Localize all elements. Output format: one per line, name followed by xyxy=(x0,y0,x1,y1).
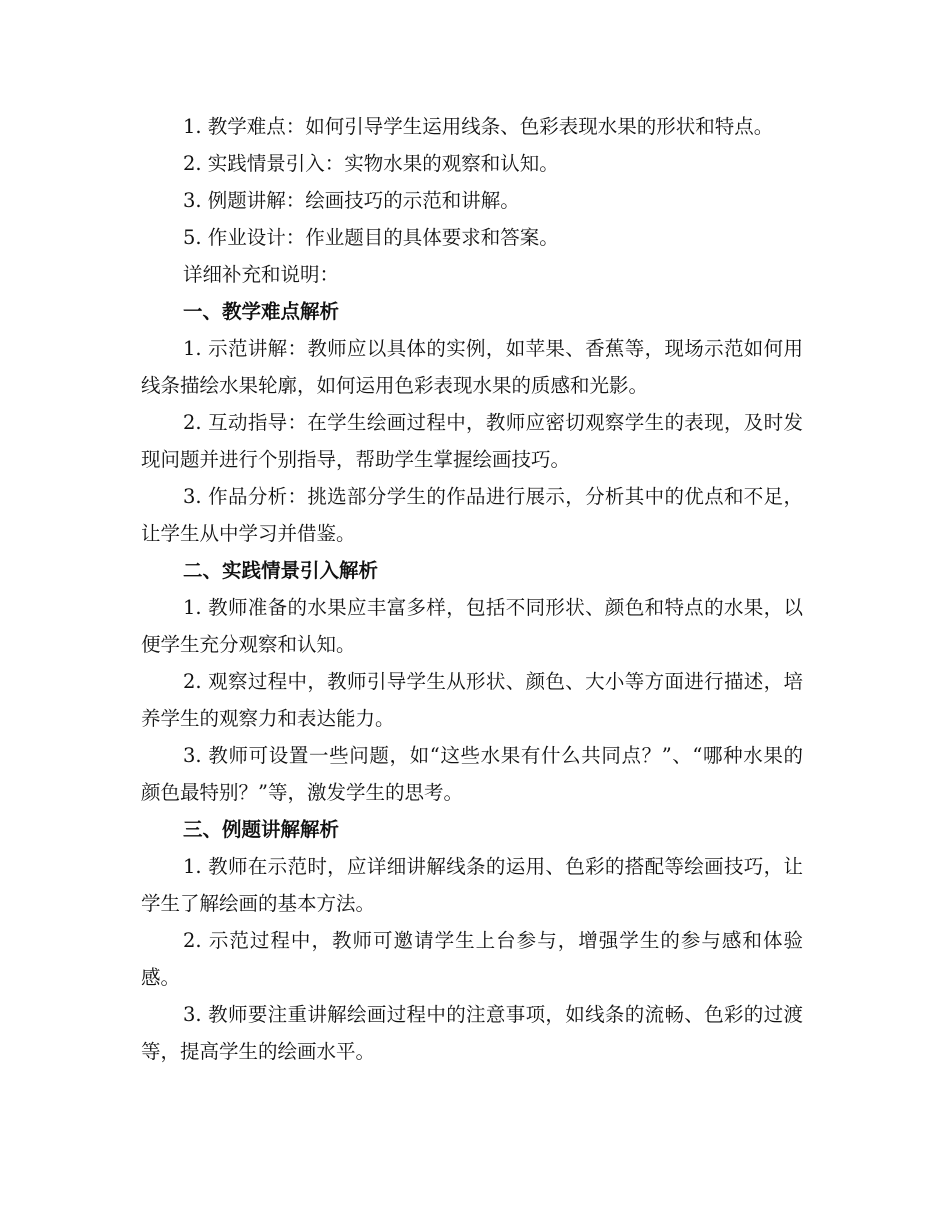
section-item: 1. 教师在示范时，应详细讲解线条的运用、色彩的搭配等绘画技巧，让学生了解绘画的基本方法。 xyxy=(141,855,803,915)
section-heading-example: 三、例题讲解解析 xyxy=(183,818,340,841)
section-item: 3. 教师要注重讲解绘画过程中的注意事项，如线条的流畅、色彩的过渡等，提高学生的绘画水平。 xyxy=(141,1003,803,1063)
section-item: 2. 互动指导：在学生绘画过程中，教师应密切观察学生的表现，及时发现问题并进行个别指导，帮助学生掌握绘画技巧。 xyxy=(141,411,803,471)
section-item: 1. 示范讲解：教师应以具体的实例，如苹果、香蕉等，现场示范如何用线条描绘水果轮廓，如何运用色彩表现水果的质感和光影。 xyxy=(141,337,803,397)
section-heading-practice: 二、实践情景引入解析 xyxy=(183,559,379,582)
document-body xyxy=(141,108,803,1070)
section-item: 3. 教师可设置一些问题，如“这些水果有什么共同点？”、“哪种水果的颜色最特别？”等，激发学生的思考。 xyxy=(141,744,803,804)
section-item: 2. 观察过程中，教师引导学生从形状、颜色、大小等方面进行描述，培养学生的观察力和表达能力。 xyxy=(141,670,803,730)
supplement-label: 详细补充和说明： xyxy=(183,263,340,286)
section-item: 3. 作品分析：挑选部分学生的作品进行展示，分析其中的优点和不足，让学生从中学习并借鉴。 xyxy=(141,485,803,545)
intro-item-difficulty: 1. 教学难点：如何引导学生运用线条、色彩表现水果的形状和特点。 xyxy=(183,115,774,138)
intro-item-example: 3. 例题讲解：绘画技巧的示范和讲解。 xyxy=(183,189,520,212)
section-item: 1. 教师准备的水果应丰富多样，包括不同形状、颜色和特点的水果，以便学生充分观察和认知。 xyxy=(141,596,803,656)
section-item: 2. 示范过程中，教师可邀请学生上台参与，增强学生的参与感和体验感。 xyxy=(141,929,803,989)
section-heading-difficulty: 一、教学难点解析 xyxy=(183,300,340,323)
intro-item-homework: 5. 作业设计：作业题目的具体要求和答案。 xyxy=(183,226,559,249)
intro-item-practice: 2. 实践情景引入：实物水果的观察和认知。 xyxy=(183,152,559,175)
